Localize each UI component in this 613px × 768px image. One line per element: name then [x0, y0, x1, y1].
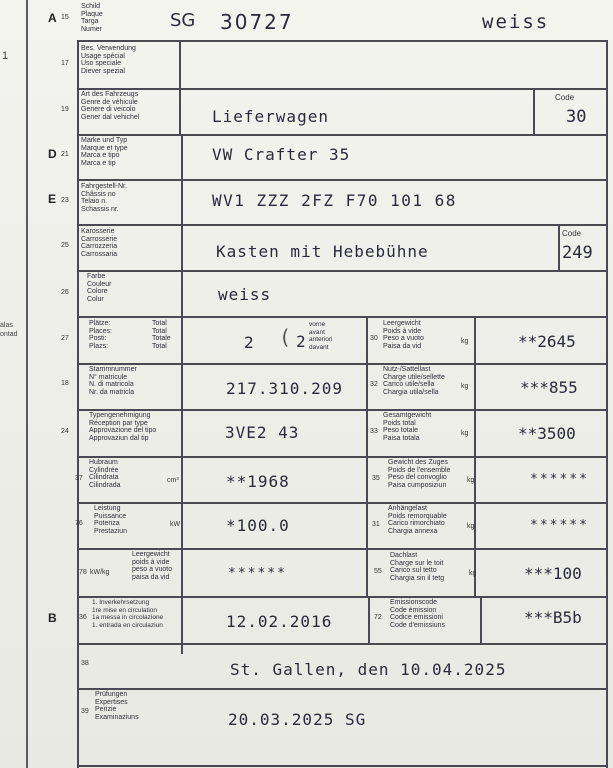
grid-line	[77, 363, 608, 365]
margin-letter-e: E	[48, 192, 57, 206]
row-number: 19	[61, 106, 69, 113]
grid-line	[77, 456, 608, 458]
row-number: 32	[370, 381, 378, 388]
margin-letter-b: B	[48, 611, 57, 625]
grid-line	[181, 136, 183, 654]
seats-front: 2	[296, 332, 306, 351]
grid-line	[77, 765, 608, 767]
row-number: 18	[61, 380, 69, 387]
field-label-master-number: Stammnummer N° matricule N. di matricola Nr. da matricla	[89, 366, 137, 396]
grid-line	[77, 40, 79, 768]
field-label-inspections: Prüfungen Expertises Perizie Examinaziuns	[95, 691, 139, 721]
roof-load-value: ***100	[524, 564, 582, 583]
row-number: 76	[75, 520, 83, 527]
grid-line	[77, 688, 608, 690]
plate-number: 30727	[220, 10, 294, 34]
row-number: 33	[370, 428, 378, 435]
row-number: 15	[61, 14, 69, 21]
field-label-roof-load: Dachlast Charge sur le toit Carico sul tetto Chargia sin il tetg	[390, 552, 445, 582]
field-label-special-use: Bes. Verwendung Usage spécial Uso speciale Diever spezial	[81, 45, 136, 75]
grid-line	[77, 316, 608, 318]
payload-value: ***855	[520, 378, 578, 397]
row-number: 31	[372, 521, 380, 528]
total-weight-value: **3500	[518, 424, 576, 443]
make-model-value: VW Crafter 35	[212, 145, 351, 164]
towing-load-value: ******	[530, 518, 589, 533]
unit-label: kg	[461, 383, 469, 390]
left-page-text: alas	[0, 322, 13, 329]
grid-line	[368, 597, 370, 645]
left-page-mark: 1	[2, 50, 9, 62]
issue-place-date: St. Gallen, den 10.04.2025	[230, 660, 507, 679]
grid-line	[77, 409, 608, 411]
inspection-date: 20.03.2025 SG	[228, 710, 367, 729]
grid-line	[480, 597, 482, 645]
unit-label: kg	[467, 477, 475, 484]
code-label: Code	[555, 93, 575, 102]
unit-label: kg	[469, 570, 477, 577]
field-label-color: Farbe Couleur Colore Colur	[87, 273, 112, 303]
grid-line	[77, 88, 608, 90]
unit-label: kg	[461, 338, 469, 345]
field-label-total-weight: Gesamtgewicht Poids total Peso totale Paisa totala	[383, 412, 432, 442]
grid-line	[77, 596, 608, 598]
unit-label: kg	[461, 430, 469, 437]
row-number: 36	[79, 614, 87, 621]
row-number: 35	[372, 475, 380, 482]
grid-line	[77, 270, 608, 272]
row-number: 26	[61, 289, 69, 296]
field-label-train-weight: Gewicht des Zuges Poids de l'ensemble Peso del convoglio Paisa cumposiziun	[388, 459, 451, 489]
row-number: 39	[81, 708, 89, 715]
displacement-value: **1968	[226, 472, 290, 491]
margin-letter-a: A	[48, 11, 57, 25]
row-number: 21	[61, 151, 69, 158]
code-label: Code	[562, 229, 582, 238]
unit-label: kW	[170, 521, 181, 528]
row-number: 55	[374, 568, 382, 575]
row-number: 30	[370, 335, 378, 342]
grid-line	[558, 225, 560, 271]
field-label-chassis: Fahrgestell-Nr. Châssis no Telaio n. Schassis nr.	[81, 183, 127, 213]
grid-line	[77, 224, 608, 226]
field-label-first-registration: 1. Inverkehrsetzung 1re mise en circulation 1a messa in circolazione 1. entrada en circulaziun	[92, 599, 164, 629]
field-label-seats-total: Total Total Totale Total	[152, 320, 171, 350]
unit-label: kg	[467, 523, 475, 530]
color-value: weiss	[218, 285, 272, 304]
grid-line	[77, 179, 608, 181]
field-label-displacement: Hubraum Cylindrée Cilindrata Cilindrada	[89, 459, 121, 489]
field-label-plate: Schild Plaque Targa Numer	[81, 3, 103, 33]
color-short: weiss	[482, 11, 550, 33]
power-to-weight-value: ******	[228, 566, 287, 581]
seats-front-label: vorne avant anteriori davant	[309, 321, 333, 351]
body-code: 249	[562, 243, 593, 263]
field-label-empty-weight: Leergewicht Poids à vide Peso a vuoto Paisa da vid	[383, 320, 424, 350]
plate-canton: SG	[170, 10, 196, 31]
grid-line	[77, 548, 608, 550]
unit-label: cm³	[167, 477, 179, 484]
row-number: 37	[75, 475, 83, 482]
row-number: 27	[61, 335, 69, 342]
vehicle-type-code: 30	[566, 107, 587, 127]
chassis-number: WV1 ZZZ 2FZ F70 101 68	[212, 191, 457, 210]
field-label-power-to-weight: Leergewicht poids à vide peso a vuoto paisa da vid	[132, 551, 173, 581]
field-label-towing-load: Anhängelast Poids remorquable Carico rimorchiato Chargia annexa	[388, 505, 447, 535]
field-label-type-approval: Typengenehmigung Réception par type Approvazione del tipo Approvaziun dal tip	[89, 412, 157, 442]
grid-line	[77, 134, 608, 136]
field-label-payload: Nutz-/Sattellast Charge utile/sellette Carico utile/sella Chargia utila/sella	[383, 366, 445, 396]
field-label-seats: Plätze: Places: Posti: Plazs:	[89, 320, 112, 350]
row-number: 25	[61, 242, 69, 249]
field-label-make-model: Marke und Typ Marque et type Marca e tipo Marca e tip	[81, 137, 128, 167]
left-page-remnant	[0, 0, 28, 768]
field-label-vehicle-type: Art des Fahrzeugs Genre de véhicule Genere di veicolo Gener dal vehichel	[81, 91, 140, 121]
grid-line	[606, 40, 608, 768]
left-page-text: ontad	[0, 331, 18, 338]
grid-line	[77, 643, 608, 645]
brace-glyph: (	[279, 325, 292, 349]
margin-letter-d: D	[48, 147, 57, 161]
field-label-body: Karosserie Carrosserie Carrozzeria Carrossaria	[81, 228, 118, 258]
train-weight-value: ******	[530, 472, 589, 487]
type-approval-value: 3VE2 43	[225, 423, 300, 442]
grid-line	[77, 40, 608, 42]
row-number: 23	[61, 197, 69, 204]
field-label-emission-code: Emissionscode Code émission Codice emissioni Code d'emissiuns	[390, 599, 446, 629]
row-number: 72	[374, 614, 382, 621]
row-number: 17	[61, 60, 69, 67]
emission-code-value: ***B5b	[524, 608, 582, 627]
power-value: *100.0	[226, 516, 290, 535]
grid-line	[77, 502, 608, 504]
row-number: 38	[81, 660, 89, 667]
vehicle-type-value: Lieferwagen	[212, 107, 329, 126]
grid-line	[533, 88, 535, 136]
empty-weight-value: **2645	[518, 332, 576, 351]
seats-total: 2	[244, 333, 254, 352]
row-number: 24	[61, 428, 69, 435]
first-registration-date: 12.02.2016	[226, 612, 333, 631]
master-number-value: 217.310.209	[226, 379, 343, 398]
unit-label: kW/kg	[90, 569, 110, 576]
row-number: 78	[79, 569, 87, 576]
field-label-power: Leistung Puissance Potenza Prestaziun	[94, 505, 128, 535]
body-value: Kasten mit Hebebühne	[216, 242, 429, 261]
